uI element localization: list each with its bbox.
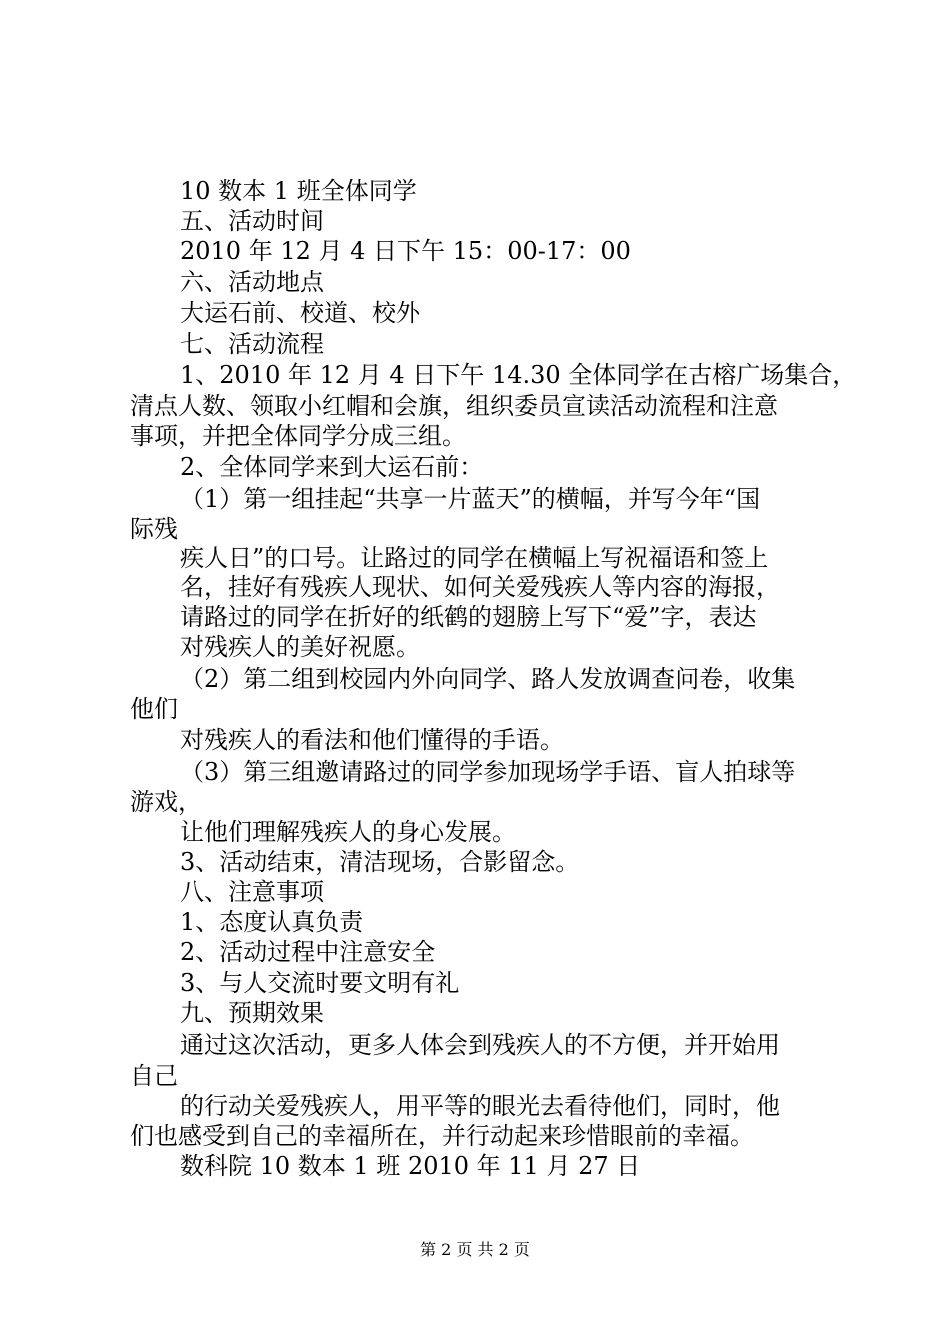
text-line: 对残疾人的美好祝愿。: [180, 633, 420, 661]
page-footer: 第 2 页 共 2 页: [420, 1240, 530, 1259]
section-heading: 九、预期效果: [180, 999, 324, 1027]
text-line: 3、活动结束，清洁现场，合影留念。: [180, 848, 580, 876]
text-line: 3、与人交流时要文明有礼: [180, 969, 460, 997]
text-line: 事项，并把全体同学分成三组。: [130, 422, 466, 450]
text-line: （2）第二组到校园内外向同学、路人发放调查问卷，收集: [180, 665, 796, 693]
text-line: 1、2010 年 12 月 4 日下午 14.30 全体同学在古榕广场集合，: [180, 361, 857, 389]
section-heading: 八、注意事项: [180, 878, 324, 906]
section-heading: 六、活动地点: [180, 268, 324, 296]
text-line: 2010 年 12 月 4 日下午 15：00-17：00: [180, 237, 631, 265]
text-line: 请路过的同学在折好的纸鹤的翅膀上写下“爱”字，表达: [180, 603, 757, 631]
text-line: （1）第一组挂起“共享一片蓝天”的横幅，并写今年“国: [180, 485, 761, 513]
text-line: 疾人日”的口号。让路过的同学在横幅上写祝福语和签上: [180, 544, 769, 572]
text-line: 自己: [130, 1062, 178, 1090]
text-line: 他们: [130, 695, 178, 723]
text-line: 对残疾人的看法和他们懂得的手语。: [180, 726, 564, 754]
text-line: 1、态度认真负责: [180, 908, 364, 936]
text-line: 大运石前、校道、校外: [180, 299, 420, 327]
text-line: 名，挂好有残疾人现状、如何关爱残疾人等内容的海报，: [180, 573, 780, 601]
text-line: 游戏，: [130, 788, 202, 816]
text-line: 通过这次活动，更多人体会到残疾人的不方便，并开始用: [180, 1031, 780, 1059]
text-line: （3）第三组邀请路过的同学参加现场学手语、盲人拍球等: [180, 758, 796, 786]
section-heading: 五、活动时间: [180, 207, 324, 235]
signature-date-line: 数科院 10 数本 1 班 2010 年 11 月 27 日: [180, 1152, 641, 1180]
text-line: 2、全体同学来到大运石前：: [180, 453, 484, 481]
text-line: 10 数本 1 班全体同学: [180, 177, 417, 205]
text-line: 让他们理解残疾人的身心发展。: [180, 818, 516, 846]
text-line: 2、活动过程中注意安全: [180, 938, 436, 966]
text-line: 际残: [130, 515, 178, 543]
text-line: 清点人数、领取小红帽和会旗，组织委员宣读活动流程和注意: [130, 392, 778, 420]
text-line: 们也感受到自己的幸福所在，并行动起来珍惜眼前的幸福。: [130, 1122, 754, 1150]
text-line: 的行动关爱残疾人，用平等的眼光去看待他们，同时，他: [180, 1092, 780, 1120]
section-heading: 七、活动流程: [180, 330, 324, 358]
